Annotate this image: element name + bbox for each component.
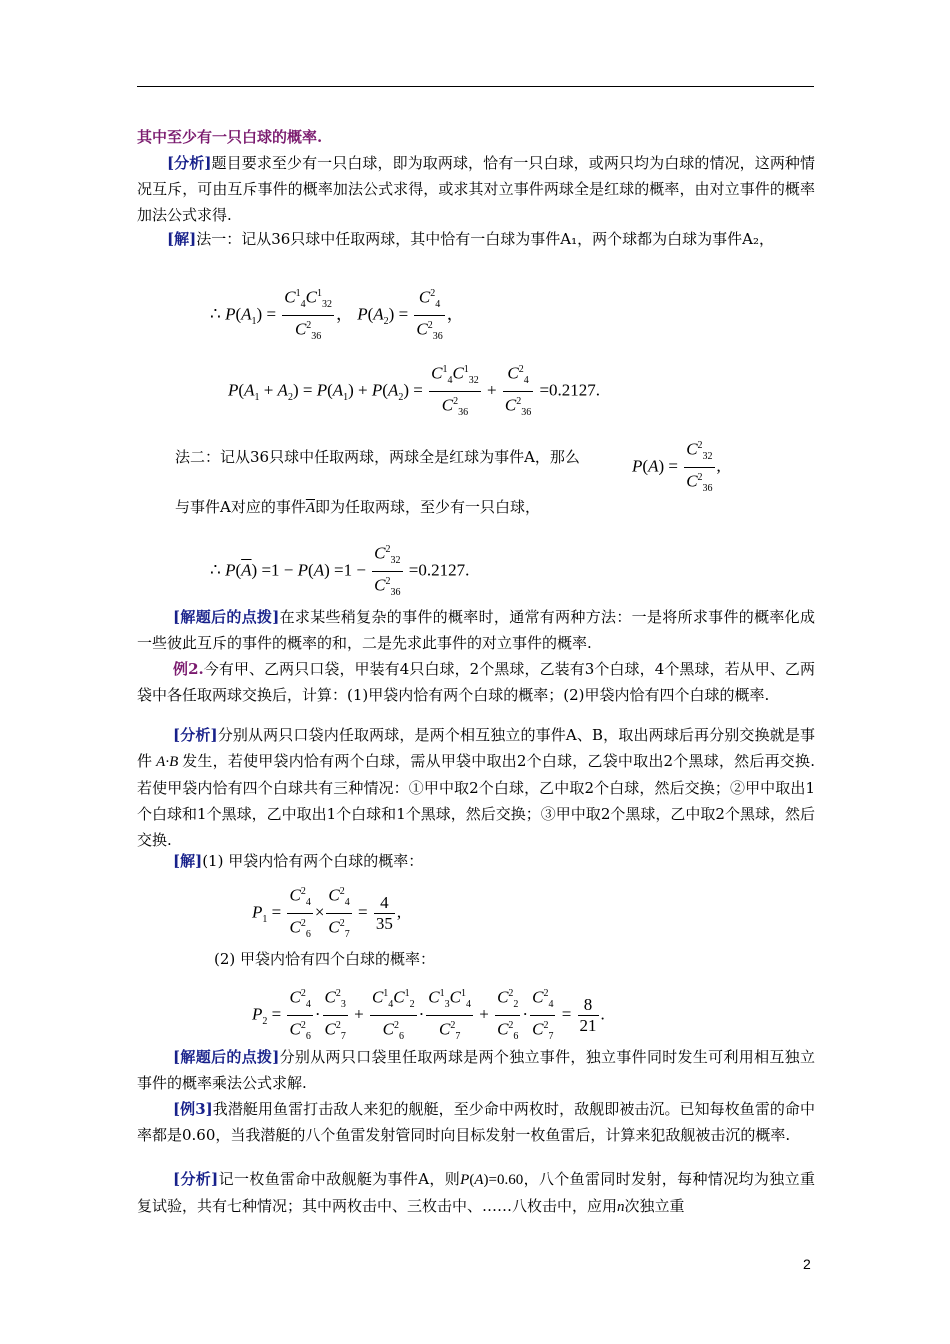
method-2: 法二：记从36只球中任取两球，两球全是红球为事件A，那么: [175, 448, 580, 466]
p2-den: 21: [579, 1016, 597, 1036]
complement-line: 与事件A对应的事件$\overline{A}$即为任取两球，至少有一只白球，: [175, 498, 541, 516]
formula-sum-result: =0.2127.: [539, 380, 601, 400]
n-symbol: n: [617, 1199, 625, 1215]
example-2: [137, 656, 815, 708]
formula-sum: $P(A_1 + A_2) = P(A_1) + P(A_2)$ = $\frac{C^1_4C^1_{32}}{C^2_{36}}$ + $\frac{C^2_4}{C^2_{36}}$ =0.2127.: [228, 360, 600, 423]
page-number: 2: [803, 1256, 811, 1272]
formula-complement: ∴ $P(\overline{A}) =1 - P(A) =1$ − $\frac{C^2_{32}}{C^2_{36}}$ =0.2127.: [210, 540, 469, 603]
analysis-3: [分析]记一枚鱼雷命中敌舰艇为事件A，则P(A)=0.60，八个鱼雷同时发射，每种情况均为独立重复试验，共有七种情况；其中两枚击中、三枚击中、……八枚击中，应用n次独立重: [137, 1170, 815, 1215]
p1-num: 4: [374, 893, 395, 914]
analysis-text: 题目要求至少有一只白球，即为取两球，恰有一只白球，或两只均为白球的情况，这两种情况互斥，可由互斥事件的概率加法公式求得，或求其对立事件两球全是红球的概率，由对立事件的概率加法公式求得.: [137, 154, 815, 224]
formula-pa1-pa2: ∴ $P(A_1)$ = $\frac{C^1_4C^1_{32}}{C^2_{36}}$ ， $P(A_2)$ = $\frac{C^2_4}{C^2_{36}}$ ，: [210, 284, 464, 347]
formula-p1: $P_1$ = $\frac{C^2_4}{C^2_6}$ × $\frac{C^2_4}{C^2_7}$ = $\frac{4}{35}$ ,: [252, 882, 401, 945]
p1-den: 35: [375, 914, 393, 934]
formula-p2: $P_2$ = $\frac{C^2_4}{C^2_6}$ · $\frac{C^2_3}{C^2_7}$ + $\frac{C^1_4C^1_2}{C^2_6}$ · $\frac{C^1_3C^1_4}{C^2_7}$ + $\frac{C^2_2}{C^2_6}$ · $\frac{C^2_4}{C^2_7}$ = $\frac{8}{21}$ .: [252, 984, 605, 1047]
formula-complement-result: =0.2127.: [408, 560, 470, 580]
example-3: [例3]我潜艇用鱼雷打击敌人来犯的舰艇，至少命中两枚时，敌舰即被击沉。已知每枚鱼雷的命中率都是0.60，当我潜艇的八个鱼雷发射管同时向目标发射一枚鱼雷后，计算来犯敌舰被击沉的概率.: [137, 1100, 815, 1144]
complement-symbol: $\overline{A}$: [305, 500, 316, 516]
header-rule: [137, 86, 814, 87]
solution-1: [137, 226, 815, 252]
analysis-tag: [分析]: [167, 154, 212, 172]
solution-text: 法一：记从36只球中任取两球，其中恰有一白球为事件A₁，两个球都为白球为事件A₂，: [196, 230, 774, 248]
example-tag: 例2.: [173, 660, 204, 678]
solution-2: [解](1) 甲袋内恰有两个白球的概率：: [173, 852, 424, 870]
p2-num: 8: [578, 995, 599, 1016]
analysis-1: [137, 150, 815, 228]
analysis-2: [分析]分别从两只口袋内任取两球，是两个相互独立的事件A、B，取出两球后再分别交换就是事件 A·B 发生，若使甲袋内恰有两个白球，需从甲袋中取出2个白球，乙袋中取出2个黑球，然后再交换.若使甲袋内恰有四个白球共有三种情况：①甲中取2个白球，乙中取2个白球，然后交换；②甲中取出1个白球和1个黑球，乙中取出1个白球和1个黑球，然后交换；③甲中取2个黑球，乙中取2个黑球，然后交换.: [137, 726, 815, 849]
event-ab: A·B: [152, 754, 183, 770]
tip-1: [137, 604, 815, 656]
solution-tag: [解]: [167, 230, 197, 248]
tip-tag: [解题后的点拨]: [173, 608, 280, 626]
tip-text: 在求某些稍复杂的事件的概率时，通常有两种方法：一是将所求事件的概率化成一些彼此互斥的事件的概率的和，二是先求此事件的对立事件的概率.: [137, 608, 815, 652]
pa-expression: P(A)=0.60: [460, 1172, 524, 1188]
tip-2: [解题后的点拨]分别从两只口袋里任取两球是两个独立事件，独立事件同时发生可利用相互独立事件的概率乘法公式求解.: [137, 1048, 815, 1092]
section-heading: 其中至少有一只白球的概率.: [137, 128, 323, 146]
formula-pa: P(A) = $\frac{C^2_{32}}{C^2_{36}}$ ,: [632, 436, 721, 499]
example-text: 今有甲、乙两只口袋，甲装有4只白球，2个黑球，乙装有3个白球，4个黑球，若从甲、乙两袋中各任取两球交换后，计算：(1)甲袋内恰有两个白球的概率；(2)甲袋内恰有四个白球的概率.: [137, 660, 815, 704]
solution-2-part2: (2) 甲袋内恰有四个白球的概率：: [214, 950, 436, 968]
